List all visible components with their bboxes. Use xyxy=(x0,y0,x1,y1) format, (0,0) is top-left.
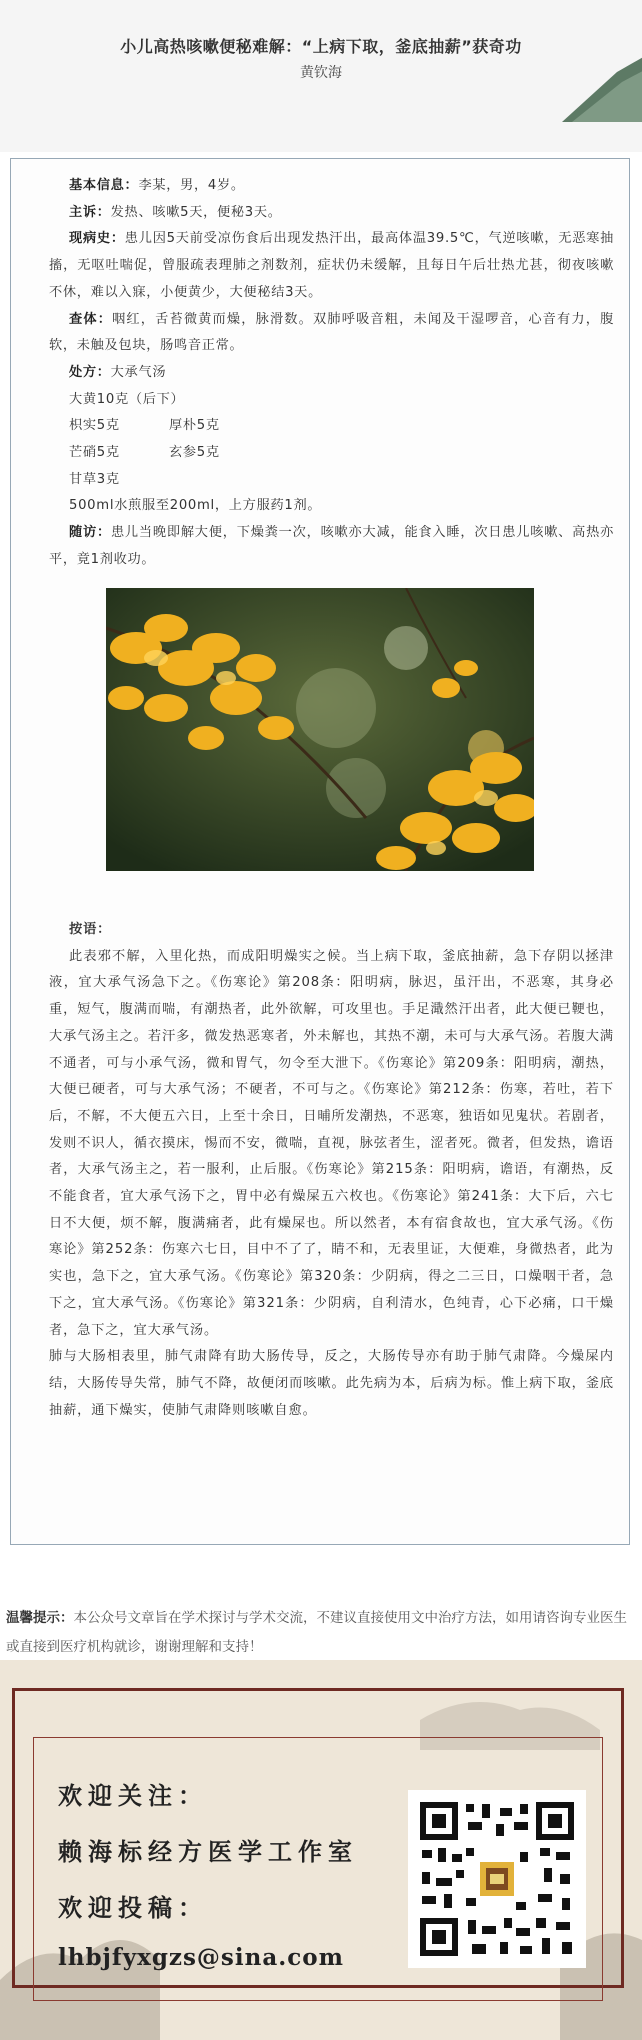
herb-item: 玄参5克 xyxy=(169,445,220,461)
article-author: 黄钦海 xyxy=(300,65,342,81)
commentary-paragraph: 此表邪不解，入里化热，而成阳明燥实之候。当上病下取，釜底抽薪，急下存阴以拯津液，宜大承气汤急下之。《伤寒论》第208条：阳明病，脉迟，虽汗出，不恶寒，其身必重，短气，腹满而喘，有潮热者，此外欲解，可攻里也。手足濈然汗出者，此大便已鞕也，大承气汤主之。若汗多，微发热恶寒者，外未解也，其热不潮，未可与大承气汤。若腹大满不通者，可与小承气汤，微和胃气，勿令至大泄下。《伤寒论》第209条：阳明病，潮热，大便已硬者，可与大承气汤；不硬者，不可与之。《伤寒论》第212条：伤寒，若吐，若下后，不解，不大便五六日，上至十余日，日晡所发潮热，不恶寒，独语如见鬼状。若剧者，发则不识人，循衣摸床，惕而不安，微喘，直视，脉弦者生，涩者死。微者，但发热，谵语者，大承气汤主之，若一服利，止后服。《伤寒论》第215条：阳明病，谵语，有潮热，反不能食者，宜大承气汤下之，胃中必有燥屎五六枚也。《伤寒论》第241条：大下后，六七日不大便，烦不解，腹满痛者，此有燥屎也。所以然者，本有宿食故也，宜大承气汤。《伤寒论》第252条：伤寒六七日，目中不了了，睛不和，无表里证，大便难，身微热者，此为实也，急下之，宜大承气汤。《伤寒论》第320条：少阴病，得之二三日，口燥咽干者，急下之，宜大承气汤。《伤寒论》第321条：少阴病，自利清水，色纯青，心下必痛，口干燥者，急下之，宜大承气汤。 xyxy=(49,948,614,1338)
commentary xyxy=(49,917,614,1424)
prescription: 大承气汤 xyxy=(110,364,167,380)
exam-label: 查体： xyxy=(69,311,113,327)
herb-item: 芒硝5克 xyxy=(69,445,120,461)
qr-code[interactable] xyxy=(408,1790,586,1968)
article-header xyxy=(0,0,642,152)
submit-label: 欢迎投稿： xyxy=(58,1893,208,1922)
commentary-paragraph: 肺与大肠相表里，肺气肃降有助大肠传导，反之，大肠传导亦有助于肺气肃降。今燥屎内结，大肠传导失常，肺气不降，故便闭而咳嗽。此先病为本，后病为标。惟上病下取，釜底抽薪，通下燥实，使肺气肃降则咳嗽自愈。 xyxy=(49,1349,614,1418)
ginkgo-photo xyxy=(106,588,534,871)
basic-info: 李某，男，4岁。 xyxy=(138,178,245,193)
studio-name: 赖海标经方医学工作室 xyxy=(58,1837,358,1866)
herb-item: 枳实5克 xyxy=(69,418,120,434)
disclaimer-text: 本公众号文章旨在学术探讨与学术交流，不建议直接使用文中治疗方法，如用请咨询专业医生或直接到医疗机构就诊，谢谢理解和支持！ xyxy=(6,1610,627,1655)
contact-email[interactable]: lhbjfyxgzs@sina.com xyxy=(58,1944,344,1971)
herb-item: 大黄10克（后下） xyxy=(69,391,185,407)
complaint: 发热、咳嗽5天，便秘3天。 xyxy=(110,204,282,220)
followup: 患儿当晚即解大便，下燥粪一次，咳嗽亦大减，能食入睡，次日患儿咳嗽、高热亦平，竟1剂收功。 xyxy=(49,525,614,567)
disclaimer xyxy=(0,1604,642,1662)
article-title: 小儿高热咳嗽便秘难解：“上病下取，釜底抽薪”获奇功 xyxy=(120,37,522,56)
history-label: 现病史： xyxy=(69,231,125,247)
disclaimer-label: 温馨提示： xyxy=(6,1610,74,1626)
history: 患儿因5天前受凉伤食后出现发热汗出，最高体温39.5℃，气逆咳嗽，无恶寒抽搐，无呕吐喘促，曾服疏表理肺之剂数剂，症状仍未缓解，且每日午后壮热尤甚，彻夜咳嗽不休，难以入寐，小便黄少，大便秘结3天。 xyxy=(49,231,614,300)
exam: 咽红，舌苔微黄而燥，脉滑数。双肺呼吸音粗，未闻及干湿啰音，心音有力，腹软，未触及包块，肠鸣音正常。 xyxy=(49,311,614,354)
basic-info-label: 基本信息： xyxy=(69,178,139,193)
herb-item: 厚朴5克 xyxy=(169,418,220,434)
herb-item: 甘草3克 xyxy=(69,471,120,487)
follow-label: 欢迎关注： xyxy=(58,1781,208,1810)
case-card xyxy=(10,158,630,1545)
prescription-label: 处方： xyxy=(69,364,111,380)
usage: 500ml水煎服至200ml，上方服药1剂。 xyxy=(69,498,322,514)
commentary-label: 按语： xyxy=(69,922,112,937)
follow-banner xyxy=(0,1660,642,2040)
complaint-label: 主诉： xyxy=(69,204,111,220)
case-content xyxy=(49,173,614,574)
followup-label: 随访： xyxy=(69,525,111,541)
